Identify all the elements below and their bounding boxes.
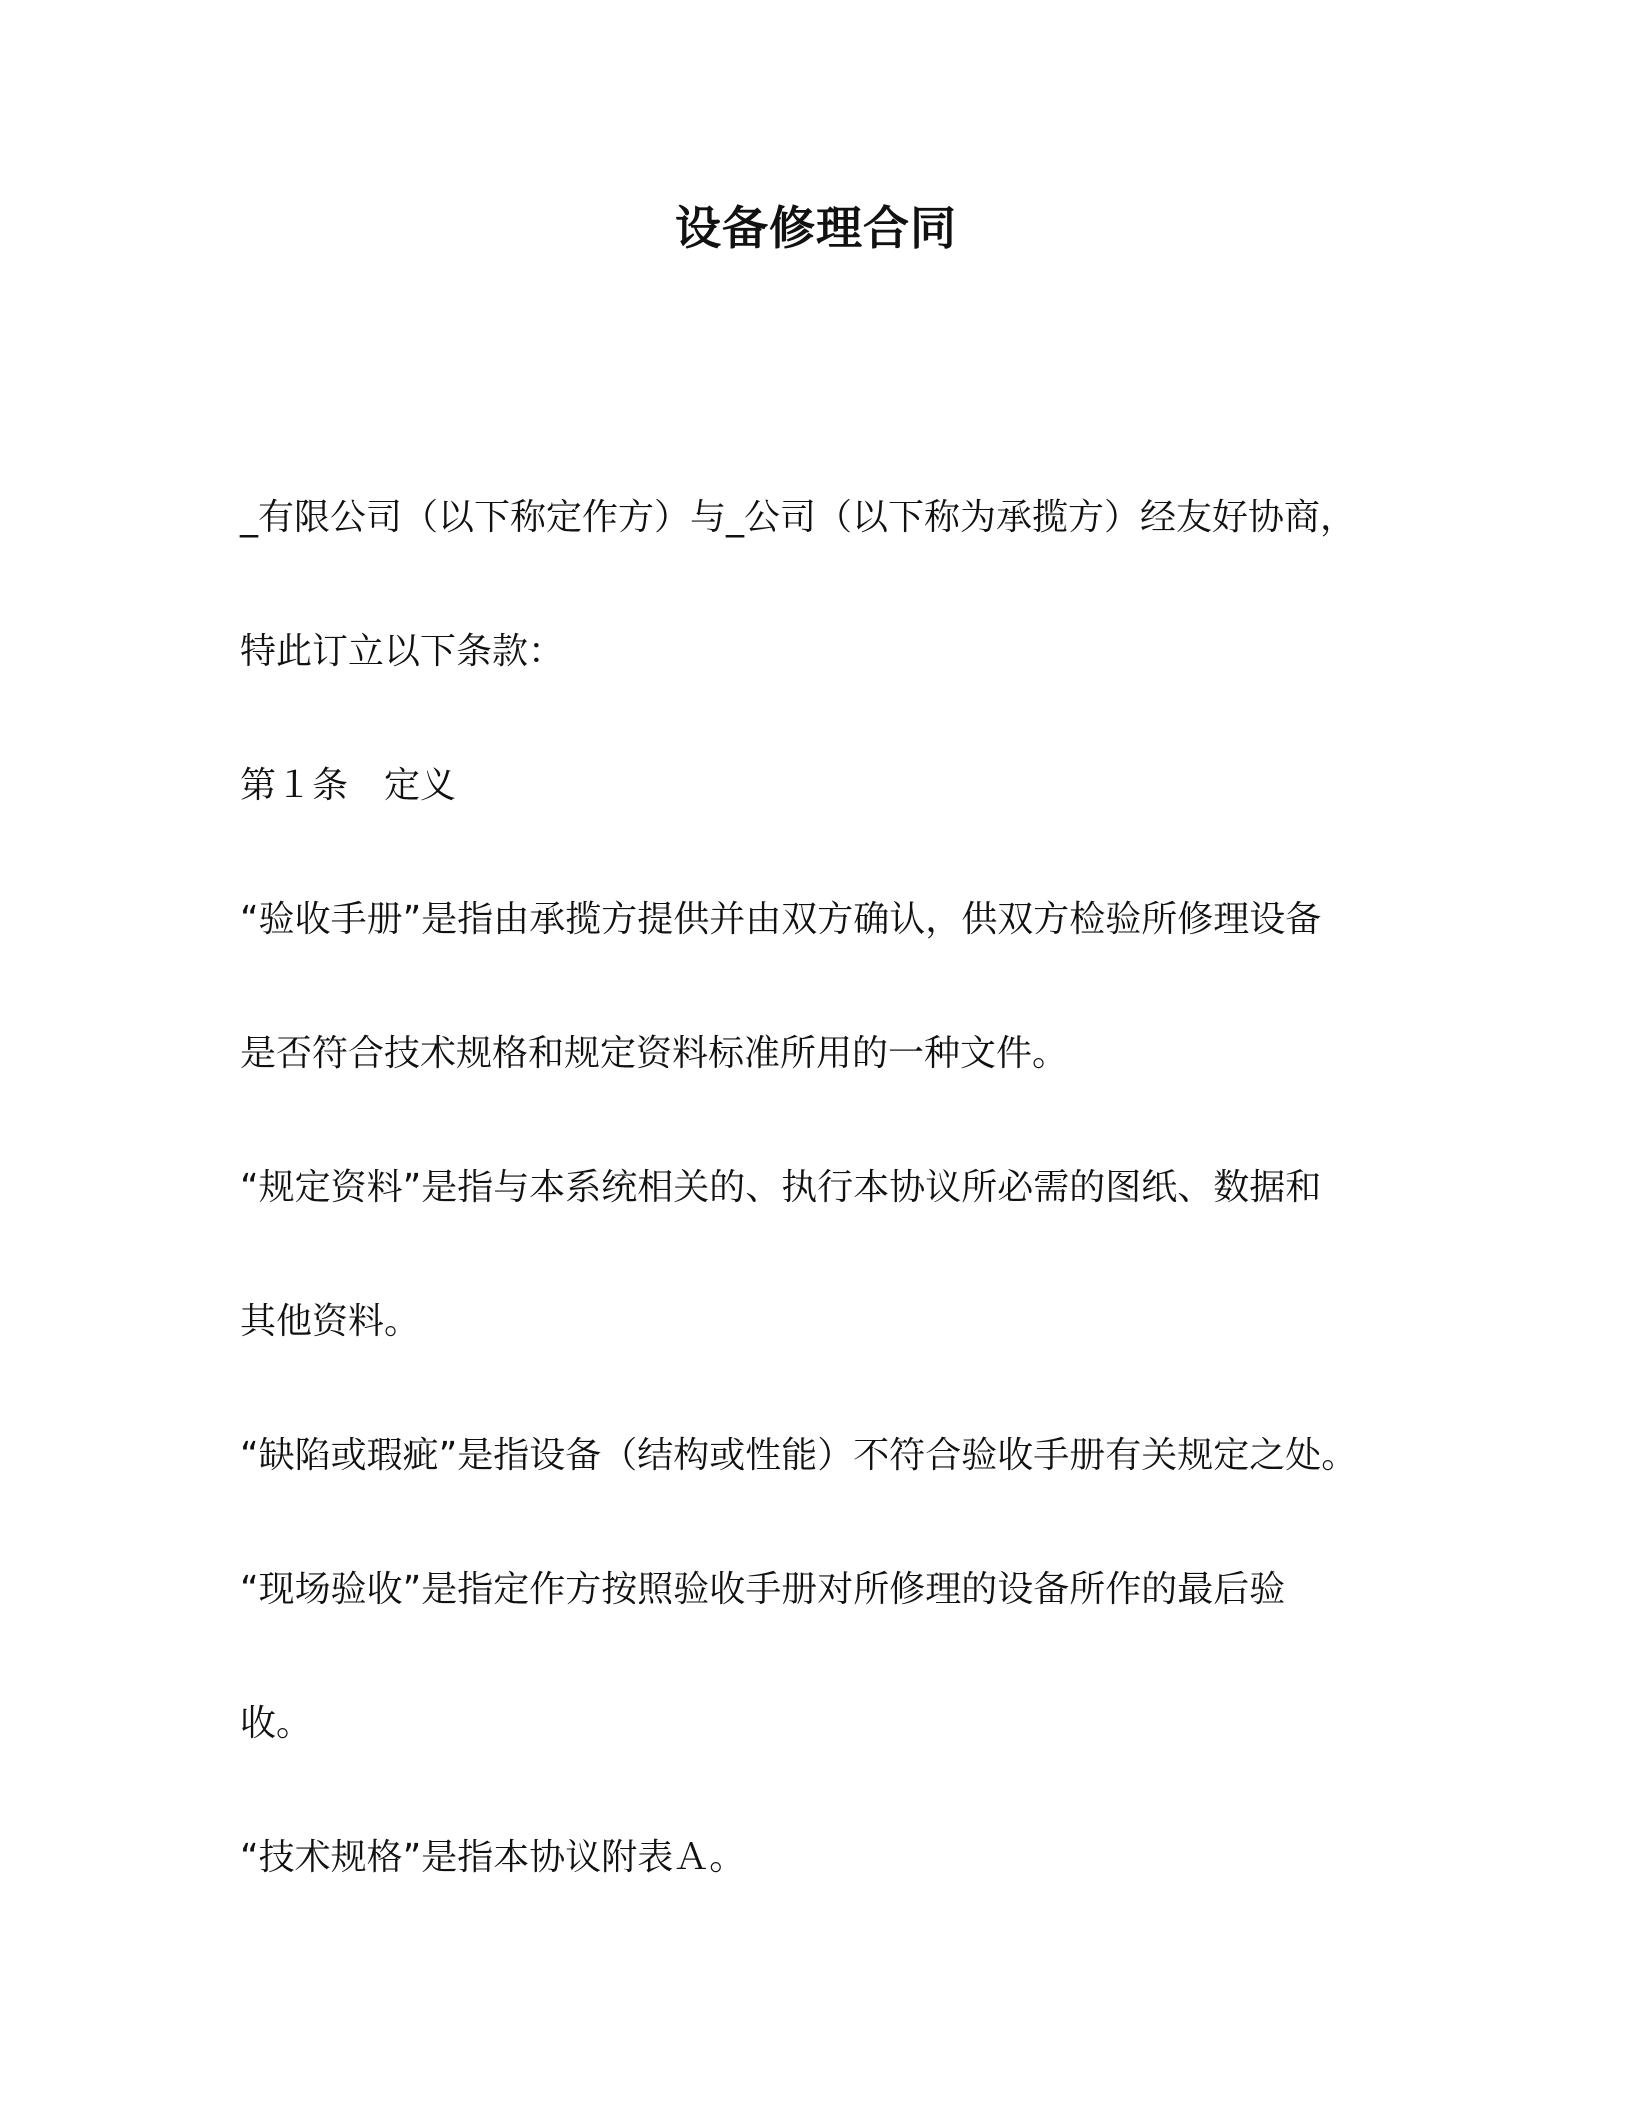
definition-defects: “缺陷或瑕疵”是指设备（结构或性能）不符合验收手册有关规定之处。 (240, 1435, 1358, 1476)
definition-site-acceptance-line-1: “现场验收”是指定作方按照验收手册对所修理的设备所作的最后验 (240, 1569, 1286, 1610)
intro-line-2: 特此订立以下条款： (240, 631, 565, 672)
definition-acceptance-manual-line-1: “验收手册”是指由承揽方提供并由双方确认，供双方检验所修理设备 (240, 899, 1322, 940)
document-title: 设备修理合同 (675, 201, 957, 255)
definition-acceptance-manual-line-2: 是否符合技术规格和规定资料标准所用的一种文件。 (240, 1033, 1069, 1074)
definition-technical-specs: “技术规格”是指本协议附表Ａ。 (240, 1837, 746, 1878)
definition-site-acceptance-line-2: 收。 (240, 1703, 313, 1744)
article-1-heading: 第１条 定义 (240, 765, 457, 806)
definition-specified-materials-line-1: “规定资料”是指与本系统相关的、执行本协议所必需的图纸、数据和 (240, 1167, 1322, 1208)
definition-specified-materials-line-2: 其他资料。 (240, 1301, 421, 1342)
intro-line-1: _有限公司（以下称定作方）与_公司（以下称为承揽方）经友好协商， (240, 497, 1357, 538)
